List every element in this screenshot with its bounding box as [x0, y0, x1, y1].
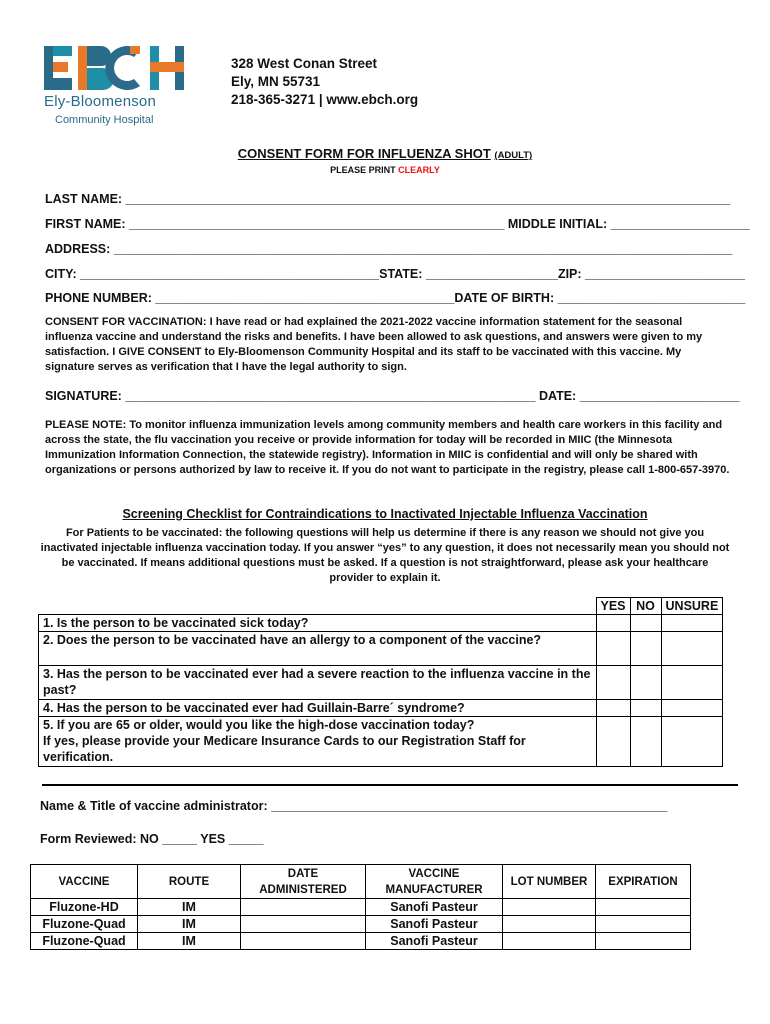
- screening-table: [38, 597, 723, 767]
- manufacturer-cell: Sanofi Pasteur: [366, 899, 503, 916]
- question-2: 2. Does the person to be vaccinated have an allergy to a component of the vaccine?: [39, 632, 597, 666]
- lot-cell[interactable]: [503, 933, 596, 950]
- subtitle-highlight: CLEARLY: [398, 165, 440, 175]
- screening-intro: For Patients to be vaccinated: the following questions will help us determine if there is any reason we should not give you inactivated injectable influenza vaccination today. If you answer “yes” to any question, it does not necessarily mean you should not be vaccinated. If means additional questions must be asked. If a question is not straightforward, please ask your healthcare provider to explain it.: [40, 527, 730, 584]
- signature-date-field[interactable]: SIGNATURE: ___________________________________________________________ DATE: _______________________: [45, 389, 740, 403]
- address-contact: 218-365-3271 | www.ebch.org: [231, 92, 419, 107]
- route-cell: IM: [138, 933, 241, 950]
- q5-yes-box[interactable]: [596, 717, 630, 767]
- lot-cell[interactable]: [503, 916, 596, 933]
- logo-name: Ely-Bloomenson: [44, 93, 157, 110]
- question-4: 4. Has the person to be vaccinated ever had Guillain-Barre´ syndrome?: [39, 700, 597, 717]
- form-title: [0, 146, 770, 161]
- q2-yes-box[interactable]: [596, 632, 630, 666]
- vaccine-cell: Fluzone-Quad: [31, 933, 138, 950]
- header-spacer: [39, 598, 597, 615]
- q1-no-box[interactable]: [630, 615, 661, 632]
- first-name-field[interactable]: FIRST NAME: ______________________________________________________ MIDDLE INITIAL: ____________________: [45, 217, 750, 231]
- form-reviewed-field[interactable]: Form Reviewed: NO _____ YES _____: [40, 832, 264, 846]
- administrator-field[interactable]: Name & Title of vaccine administrator: _________________________________________________________: [40, 799, 668, 813]
- q3-no-box[interactable]: [630, 666, 661, 700]
- date-cell[interactable]: [241, 899, 366, 916]
- vaccine-cell: Fluzone-Quad: [31, 916, 138, 933]
- logo-subtitle: Community Hospital: [55, 114, 154, 126]
- question-5-text: 5. If you are 65 or older, would you like the high-dose vaccination today?: [43, 718, 475, 732]
- route-cell: IM: [138, 899, 241, 916]
- consent-statement: CONSENT FOR VACCINATION: I have read or had explained the 2021-2022 vaccine information statement for the seasonal influenza vaccine and understand the risks and benefits. I have been allowed to ask questions, and answers were given to my satisfaction. I GIVE CONSENT to Ely-Bloomenson Community Hospital and its staff to be vaccinated with this vaccine. My signature serves as verification that I have the legal authority to sign.: [45, 316, 703, 373]
- vaccine-cell: Fluzone-HD: [31, 899, 138, 916]
- q5-no-box[interactable]: [630, 717, 661, 767]
- column-unsure: UNSURE: [661, 598, 723, 615]
- phone-dob-field[interactable]: PHONE NUMBER: ___________________________________________DATE OF BIRTH: ___________________________: [45, 291, 746, 305]
- question-1: 1. Is the person to be vaccinated sick today?: [39, 615, 597, 632]
- subtitle-prefix: PLEASE PRINT: [330, 165, 399, 175]
- question-3: 3. Has the person to be vaccinated ever had a severe reaction to the influenza vaccine in the past?: [39, 666, 597, 700]
- q1-unsure-box[interactable]: [661, 615, 723, 632]
- route-cell: IM: [138, 916, 241, 933]
- form-title-suffix: (ADULT): [494, 150, 533, 161]
- header-date-administered: DATE ADMINISTERED: [241, 865, 366, 899]
- q1-yes-box[interactable]: [596, 615, 630, 632]
- address-city: Ely, MN 55731: [231, 74, 321, 89]
- expiration-cell[interactable]: [596, 899, 691, 916]
- q4-yes-box[interactable]: [596, 700, 630, 717]
- expiration-cell[interactable]: [596, 916, 691, 933]
- address-field[interactable]: ADDRESS: _________________________________________________________________________________________: [45, 242, 733, 256]
- lot-cell[interactable]: [503, 899, 596, 916]
- registry-note: PLEASE NOTE: To monitor influenza immunization levels among community members and health care workers in this facility and across the state, the flu vaccination you receive or provide information for today will be recorded in MIIC (the Minnesota Immunization Information Connection, the statewide registry). Information in MIIC is confidential and will only be shared with organizations or persons authorized by law to receive it. If you do not want to participate in the registry, please call 1-800-657-3970.: [45, 419, 730, 476]
- header-manufacturer: VACCINE MANUFACTURER: [366, 865, 503, 899]
- last-name-field[interactable]: LAST NAME: _______________________________________________________________________________________: [45, 192, 731, 206]
- header-expiration: EXPIRATION: [596, 865, 691, 899]
- column-yes: YES: [596, 598, 630, 615]
- vaccine-table: [30, 864, 691, 950]
- table-row: [31, 916, 691, 933]
- manufacturer-cell: Sanofi Pasteur: [366, 916, 503, 933]
- header-lot-number: LOT NUMBER: [503, 865, 596, 899]
- form-title-main: CONSENT FORM FOR INFLUENZA SHOT: [237, 146, 491, 161]
- question-5-followup: If yes, please provide your Medicare Insurance Cards to our Registration Staff for verification.: [43, 734, 526, 764]
- q4-no-box[interactable]: [630, 700, 661, 717]
- city-state-zip-field[interactable]: CITY: ___________________________________________STATE: ___________________ZIP: _______________________: [45, 267, 745, 281]
- q4-unsure-box[interactable]: [661, 700, 723, 717]
- section-divider: [42, 784, 738, 786]
- ebch-logo: [42, 44, 187, 92]
- q3-unsure-box[interactable]: [661, 666, 723, 700]
- q2-no-box[interactable]: [630, 632, 661, 666]
- date-cell[interactable]: [241, 933, 366, 950]
- q3-yes-box[interactable]: [596, 666, 630, 700]
- address-street: 328 West Conan Street: [231, 56, 378, 71]
- form-subtitle: [0, 165, 770, 175]
- q2-unsure-box[interactable]: [661, 632, 723, 666]
- table-row: [31, 933, 691, 950]
- q5-unsure-box[interactable]: [661, 717, 723, 767]
- header-vaccine: VACCINE: [31, 865, 138, 899]
- table-row: [31, 899, 691, 916]
- manufacturer-cell: Sanofi Pasteur: [366, 933, 503, 950]
- expiration-cell[interactable]: [596, 933, 691, 950]
- column-no: NO: [630, 598, 661, 615]
- date-cell[interactable]: [241, 916, 366, 933]
- question-5: [39, 717, 597, 767]
- screening-heading: Screening Checklist for Contraindications to Inactivated Injectable Influenza Vaccination: [122, 507, 648, 521]
- header-route: ROUTE: [138, 865, 241, 899]
